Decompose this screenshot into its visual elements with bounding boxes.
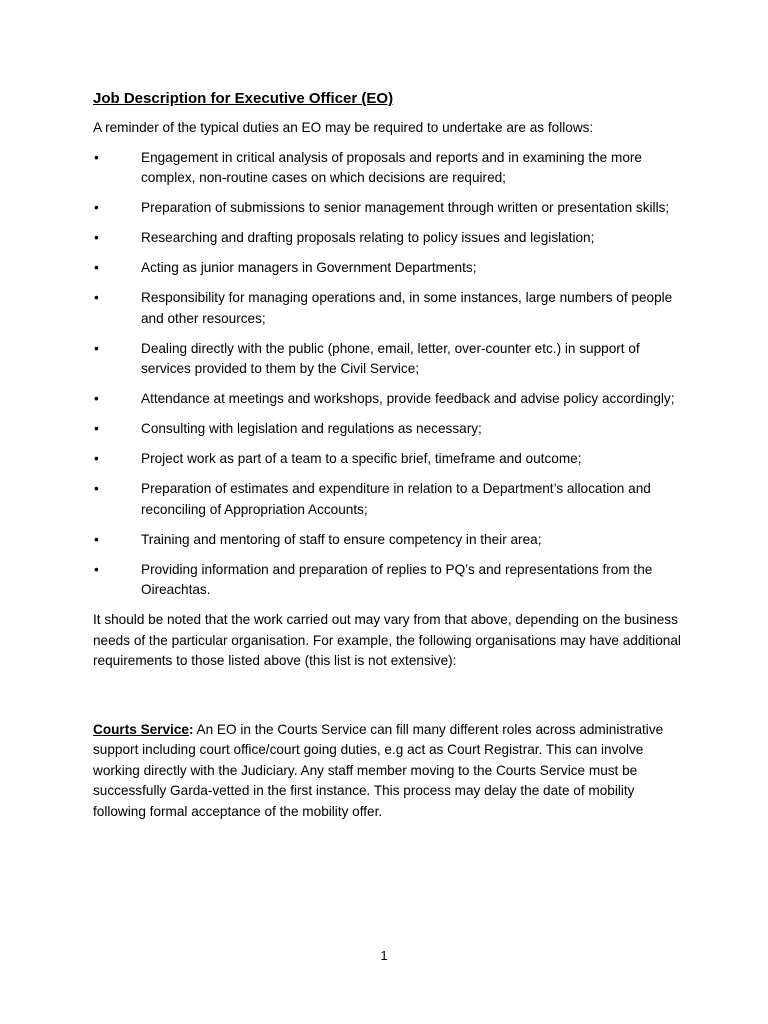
courts-service-paragraph [93,720,685,823]
duty-list-item [93,419,685,440]
bullet-icon: • [94,200,99,215]
bullet-icon: • [94,260,99,275]
bullet-icon: • [94,561,99,577]
duty-list-item [93,389,685,410]
intro-paragraph: A reminder of the typical duties an EO may be required to undertake are as follows: [93,120,594,135]
bullet-icon: • [94,149,99,165]
document-content [93,88,685,822]
duty-list-item [93,228,685,249]
bullet-icon: • [94,340,99,356]
duty-list-item [93,258,685,279]
duty-list-item [93,560,685,601]
duties-list [93,148,685,601]
duty-text: Preparation of submissions to senior management through written or presentation skills; [141,200,670,215]
duty-text: Dealing directly with the public (phone, email, letter, over-counter etc.) in support of services provided to them by the Civil Service; [141,340,640,376]
page-number: 1 [380,948,388,963]
duty-text: Project work as part of a team to a specific brief, timeframe and outcome; [141,451,582,466]
duty-text: Engagement in critical analysis of proposals and reports and in examining the more complex, non-routine cases on which decisions are required; [141,149,642,185]
bullet-icon: • [94,451,99,466]
bullet-icon: • [94,230,99,245]
duty-list-item [93,479,685,520]
duty-text: Attendance at meetings and workshops, provide feedback and advise policy accordingly; [141,391,675,406]
document-title: Job Description for Executive Officer (EO) [93,90,394,107]
duty-list-item [93,198,685,219]
duty-text: Responsibility for managing operations and, in some instances, large numbers of people and other resources; [141,290,673,326]
bullet-icon: • [94,391,99,406]
duty-list-item [93,449,685,470]
duty-text: Training and mentoring of staff to ensure competency in their area; [141,531,542,547]
duty-list-item [93,288,685,329]
duty-text: Researching and drafting proposals relating to policy issues and legislation; [141,230,595,245]
duty-text: Acting as junior managers in Government Departments; [141,260,477,275]
duty-text: Consulting with legislation and regulations as necessary; [141,421,482,436]
duty-list-item [93,339,685,380]
courts-service-colon: : [188,721,194,737]
bullet-icon: • [94,290,99,305]
bullet-icon: • [94,531,99,547]
courts-service-text: An EO in the Courts Service can fill many different roles across administrative support including court office/court going duties, e.g act as Court Registrar. This can involve working directly with the Judiciary. Any staff member moving to the Courts Service must be successfully Garda-vetted in the first instance. This process may delay the date of mobility following formal acceptance of the mobility offer. [93,721,664,819]
courts-service-label: Courts Service [93,721,189,737]
duty-list-item [93,148,685,189]
duty-text: Providing information and preparation of replies to PQ’s and representations from the Oireachtas. [141,561,653,597]
bullet-icon: • [94,421,99,436]
bullet-icon: • [94,481,99,496]
note-paragraph: It should be noted that the work carried out may vary from that above, depending on the business needs of the particular organisation. For example, the following organisations may have additional requirements to those listed above (this list is not extensive): [93,612,681,668]
duty-text: Preparation of estimates and expenditure in relation to a Department’s allocation and reconciling of Appropriation Accounts; [141,481,651,517]
duty-list-item [93,530,685,551]
